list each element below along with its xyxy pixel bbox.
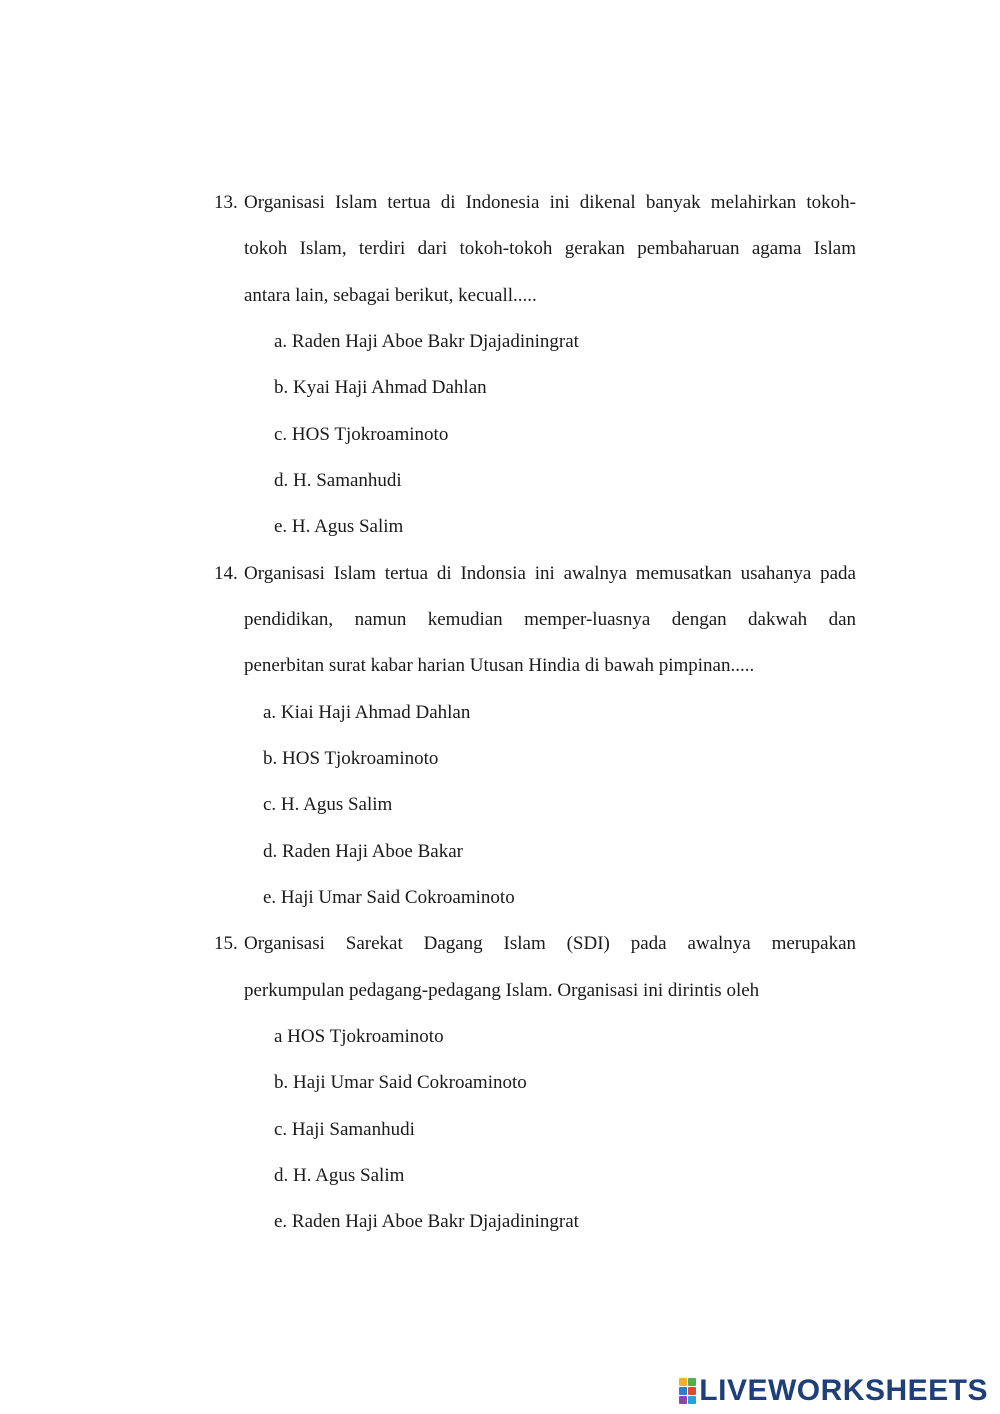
logo-square (679, 1378, 687, 1386)
answer-option-a[interactable]: a. Raden Haji Aboe Bakr Djajadiningrat (274, 331, 579, 352)
answer-option-d[interactable]: d. H. Samanhudi (274, 470, 402, 491)
question-text-line: perkumpulan pedagang-pedagang Islam. Organisasi ini dirintis oleh (244, 980, 760, 1001)
logo-square (679, 1396, 687, 1404)
liveworksheets-logo-icon (679, 1378, 696, 1404)
answer-option-e[interactable]: e. Raden Haji Aboe Bakr Djajadiningrat (274, 1211, 579, 1232)
answer-option-b[interactable]: b. Kyai Haji Ahmad Dahlan (274, 377, 487, 398)
question-number: 15. (214, 933, 238, 954)
logo-square (679, 1387, 687, 1395)
question-text-line: tokoh Islam, terdiri dari tokoh-tokoh gerakan pembaharuan agama Islam (244, 238, 856, 259)
question-text-line: Organisasi Islam tertua di Indonsia ini awalnya memusatkan usahanya pada (244, 563, 856, 584)
answer-option-b[interactable]: b. HOS Tjokroaminoto (263, 748, 439, 769)
answer-option-c[interactable]: c. Haji Samanhudi (274, 1119, 415, 1140)
liveworksheets-brand[interactable] (679, 1374, 988, 1408)
answer-option-c[interactable]: c. H. Agus Salim (263, 794, 393, 815)
answer-option-a[interactable]: a. Kiai Haji Ahmad Dahlan (263, 702, 471, 723)
brand-text: LIVEWORKSHEETS (699, 1374, 988, 1407)
question-text-line: pendidikan, namun kemudian memper-luasnya dengan dakwah dan (244, 609, 856, 630)
answer-option-a[interactable]: a HOS Tjokroaminoto (274, 1026, 444, 1047)
question-text-line: antara lain, sebagai berikut, kecuall..... (244, 285, 537, 306)
question-number: 13. (214, 192, 238, 213)
question-number: 14. (214, 563, 238, 584)
answer-option-e[interactable]: e. H. Agus Salim (274, 516, 404, 537)
answer-option-d[interactable]: d. Raden Haji Aboe Bakar (263, 841, 463, 862)
logo-square (688, 1396, 696, 1404)
question-text-line: Organisasi Islam tertua di Indonesia ini dikenal banyak melahirkan tokoh- (244, 192, 856, 213)
answer-option-b[interactable]: b. Haji Umar Said Cokroaminoto (274, 1072, 527, 1093)
question-text-line: penerbitan surat kabar harian Utusan Hindia di bawah pimpinan..... (244, 655, 755, 676)
logo-square (688, 1387, 696, 1395)
question-text-line: Organisasi Sarekat Dagang Islam (SDI) pada awalnya merupakan (244, 933, 856, 954)
logo-square (688, 1378, 696, 1386)
answer-option-e[interactable]: e. Haji Umar Said Cokroaminoto (263, 887, 515, 908)
answer-option-d[interactable]: d. H. Agus Salim (274, 1165, 405, 1186)
answer-option-c[interactable]: c. HOS Tjokroaminoto (274, 424, 449, 445)
